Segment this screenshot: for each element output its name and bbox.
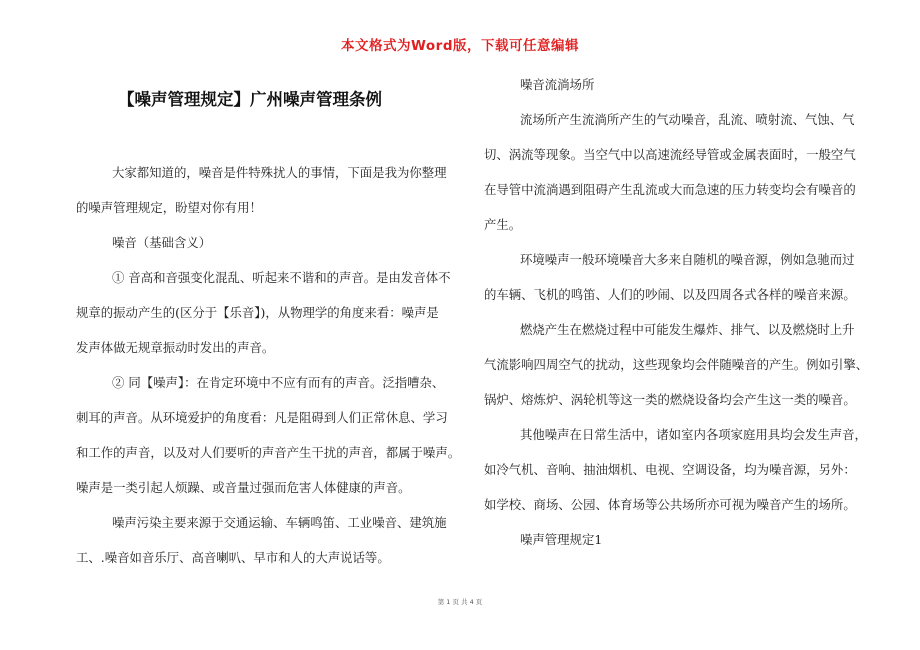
paragraph-line: ① 音高和音强变化混乱、听起来不谐和的声音。是由发音体不: [112, 270, 451, 285]
section-heading: 噪音流淌场所: [520, 77, 595, 92]
paragraph-line: 如学校、商场、公园、体育场等公共场所亦可视为噪音产生的场所。: [484, 497, 856, 512]
page-title: 【噪声管理规定】广州噪声管理条例: [118, 90, 382, 109]
paragraph-line: 气流影响四周空气的扰动，这些现象均会伴随噪音的产生。例如引擎、: [484, 357, 869, 372]
page-number-footer: 第 1 页 共 4 页: [437, 598, 483, 606]
paragraph-line: 规章的振动产生的(区分于【乐音】)，从物理学的角度来看：噪声是: [76, 305, 439, 320]
paragraph-line: 的噪声管理规定，盼望对你有用！: [76, 200, 262, 215]
paragraph-line: 大家都知道的，噪音是件特殊扰人的事情，下面是我为你整理: [112, 165, 447, 180]
paragraph-line: 产生。: [484, 217, 522, 232]
paragraph-line: 的车辆、飞机的鸣笛、人们的吵闹、以及四周各式各样的噪音来源。: [484, 287, 856, 302]
right-column: [484, 78, 874, 568]
paragraph-line: 工、.噪音如音乐厅、高音喇叭、早市和人的大声说话等。: [76, 550, 390, 565]
paragraph-line: 流场所产生流淌所产生的气动噪音，乱流、喷射流、气蚀、气: [520, 112, 855, 127]
left-column: [76, 165, 461, 586]
paragraph-line: 如冷气机、音响、抽油烟机、电视、空调设备，均为噪音源，另外：: [484, 462, 856, 477]
section-heading: 噪声管理规定1: [520, 532, 603, 547]
paragraph-line: 噪声污染主要来源于交通运输、车辆鸣笛、工业噪音、建筑施: [112, 515, 447, 530]
paragraph-line: 在导管中流淌遇到阻碍产生乱流或大而急速的压力转变均会有噪音的: [484, 182, 856, 197]
paragraph-line: 发声体做无规章振动时发出的声音。: [76, 340, 275, 355]
section-heading: 噪音（基础含义）: [112, 235, 212, 250]
paragraph-line: 噪声是一类引起人烦躁、或音量过强而危害人体健康的声音。: [76, 480, 411, 495]
paragraph-line: ② 同【噪声】：在肯定环境中不应有而有的声音。泛指嘈杂、: [112, 375, 445, 390]
paragraph-line: 燃烧产生在燃烧过程中可能发生爆炸、排气、以及燃烧时上升: [520, 322, 855, 337]
paragraph-line: 和工作的声音，以及对人们要听的声音产生干扰的声音，都属于噪声。: [76, 445, 461, 460]
paragraph-line: 切、涡流等现象。当空气中以高速流经导管或金属表面时，一般空气: [484, 147, 856, 162]
paragraph-line: 刺耳的声音。从环境爱护的角度看：凡是阻碍到人们正常休息、学习: [76, 410, 448, 425]
paragraph-line: 其他噪声在日常生活中，诸如室内各项家庭用具均会发生声音，: [520, 427, 867, 442]
format-banner: 本文格式为Word版，下载可任意编辑: [340, 38, 579, 54]
paragraph-line: 环境噪声一般环境噪音大多来自随机的噪音源，例如急驰而过: [520, 252, 855, 267]
paragraph-line: 锅炉、熔炼炉、涡轮机等这一类的燃烧设备均会产生这一类的噪音。: [484, 392, 856, 407]
